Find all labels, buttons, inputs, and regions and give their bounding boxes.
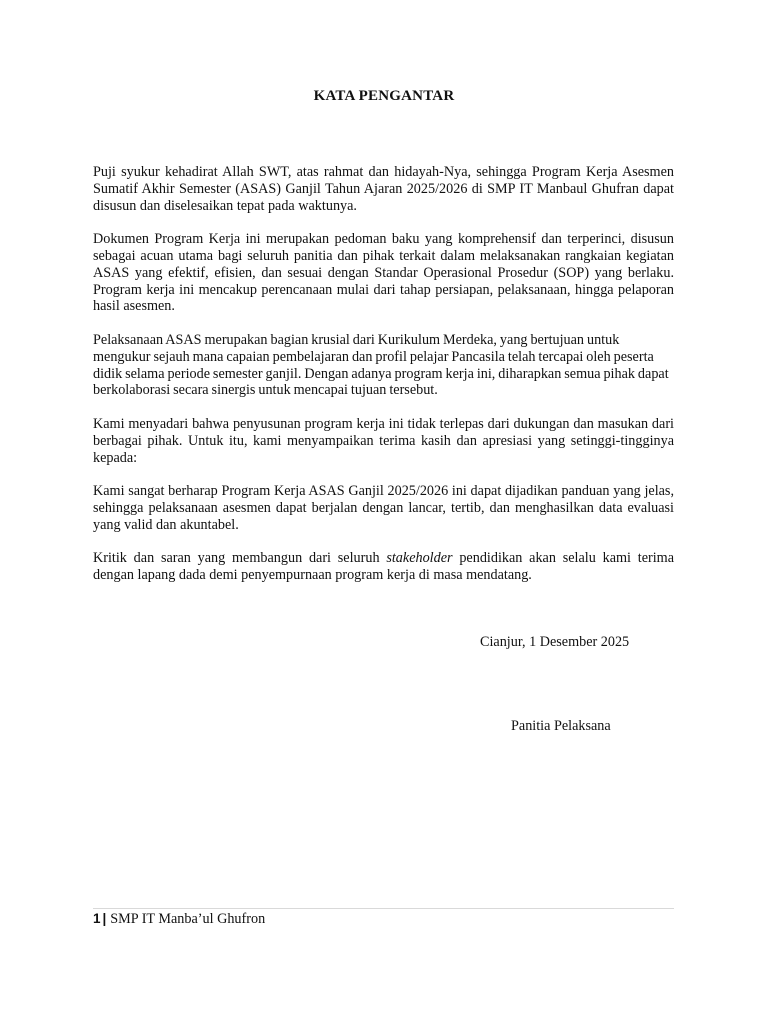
document-body — [93, 164, 674, 601]
closing-text-italic: stakeholder — [386, 550, 453, 567]
page-footer — [93, 911, 265, 928]
paragraph-acknowledgement: Kami menyadari bahwa penyusunan program kerja ini tidak terlepas dari dukungan dan masukan dari berbagai pihak. Untuk itu, kami menyampaikan terima kasih dan apresiasi yang setinggi-tingginya kepada: — [93, 415, 674, 466]
paragraph-closing — [93, 550, 674, 584]
page-title: KATA PENGANTAR — [313, 88, 455, 104]
page-number: 1 — [93, 911, 101, 926]
footer-divider — [93, 908, 674, 909]
paragraph-opening: Puji syukur kehadirat Allah SWT, atas rahmat dan hidayah-Nya, sehingga Program Kerja Asesmen Sumatif Akhir Semester (ASAS) Ganjil Tahun Ajaran 2025/2026 di SMP IT Manbaul Ghufran dapat disusun dan diselesaikan tepat pada waktunya. — [93, 164, 674, 214]
paragraph-asas-implementation: Pelaksanaan ASAS merupakan bagian krusial dari Kurikulum Merdeka, yang bertujuan untuk mengukur sejauh mana capaian pembelajaran dan profil pelajar Pancasila telah tercapai oleh peserta didik selama periode semester ganjil. Dengan adanya program kerja ini, diharapkan semua pihak dapat berkolaborasi secara sinergis untuk mencapai tujuan tersebut. — [93, 331, 669, 399]
paragraph-hope: Kami sangat berharap Program Kerja ASAS Ganjil 2025/2026 ini dapat dijadikan panduan yang jelas, sehingga pelaksanaan asesmen dapat berjalan dengan lancar, tertib, dan menghasilkan data evaluasi yang valid dan akuntabel. — [93, 483, 674, 533]
place-date: Cianjur, 1 Desember 2025 — [480, 634, 630, 650]
footer-separator: | — [102, 911, 107, 926]
footer-school-name: SMP IT Manba’ul Ghufron — [110, 911, 266, 927]
closing-text-start: Kritik dan saran yang membangun dari seluruh — [93, 550, 387, 567]
paragraph-document-purpose: Dokumen Program Kerja ini merupakan pedoman baku yang komprehensif dan terperinci, disusun sebagai acuan utama bagi seluruh panitia dan pihak terkait dalam melaksanakan rangkaian kegiatan ASAS yang efektif, efisien, dan sesuai dengan Standar Operasional Prosedur (SOP) yang berlaku. Program kerja ini mencakup perencanaan mulai dari tahap persiapan, pelaksanaan, hingga pelaporan hasil asesmen. — [93, 231, 674, 315]
signatory: Panitia Pelaksana — [511, 718, 611, 734]
closing-text-end: pendidikan akan selalu kami terima dengan lapang dada demi penyempurnaan program kerja di masa mendatang. — [93, 550, 674, 584]
